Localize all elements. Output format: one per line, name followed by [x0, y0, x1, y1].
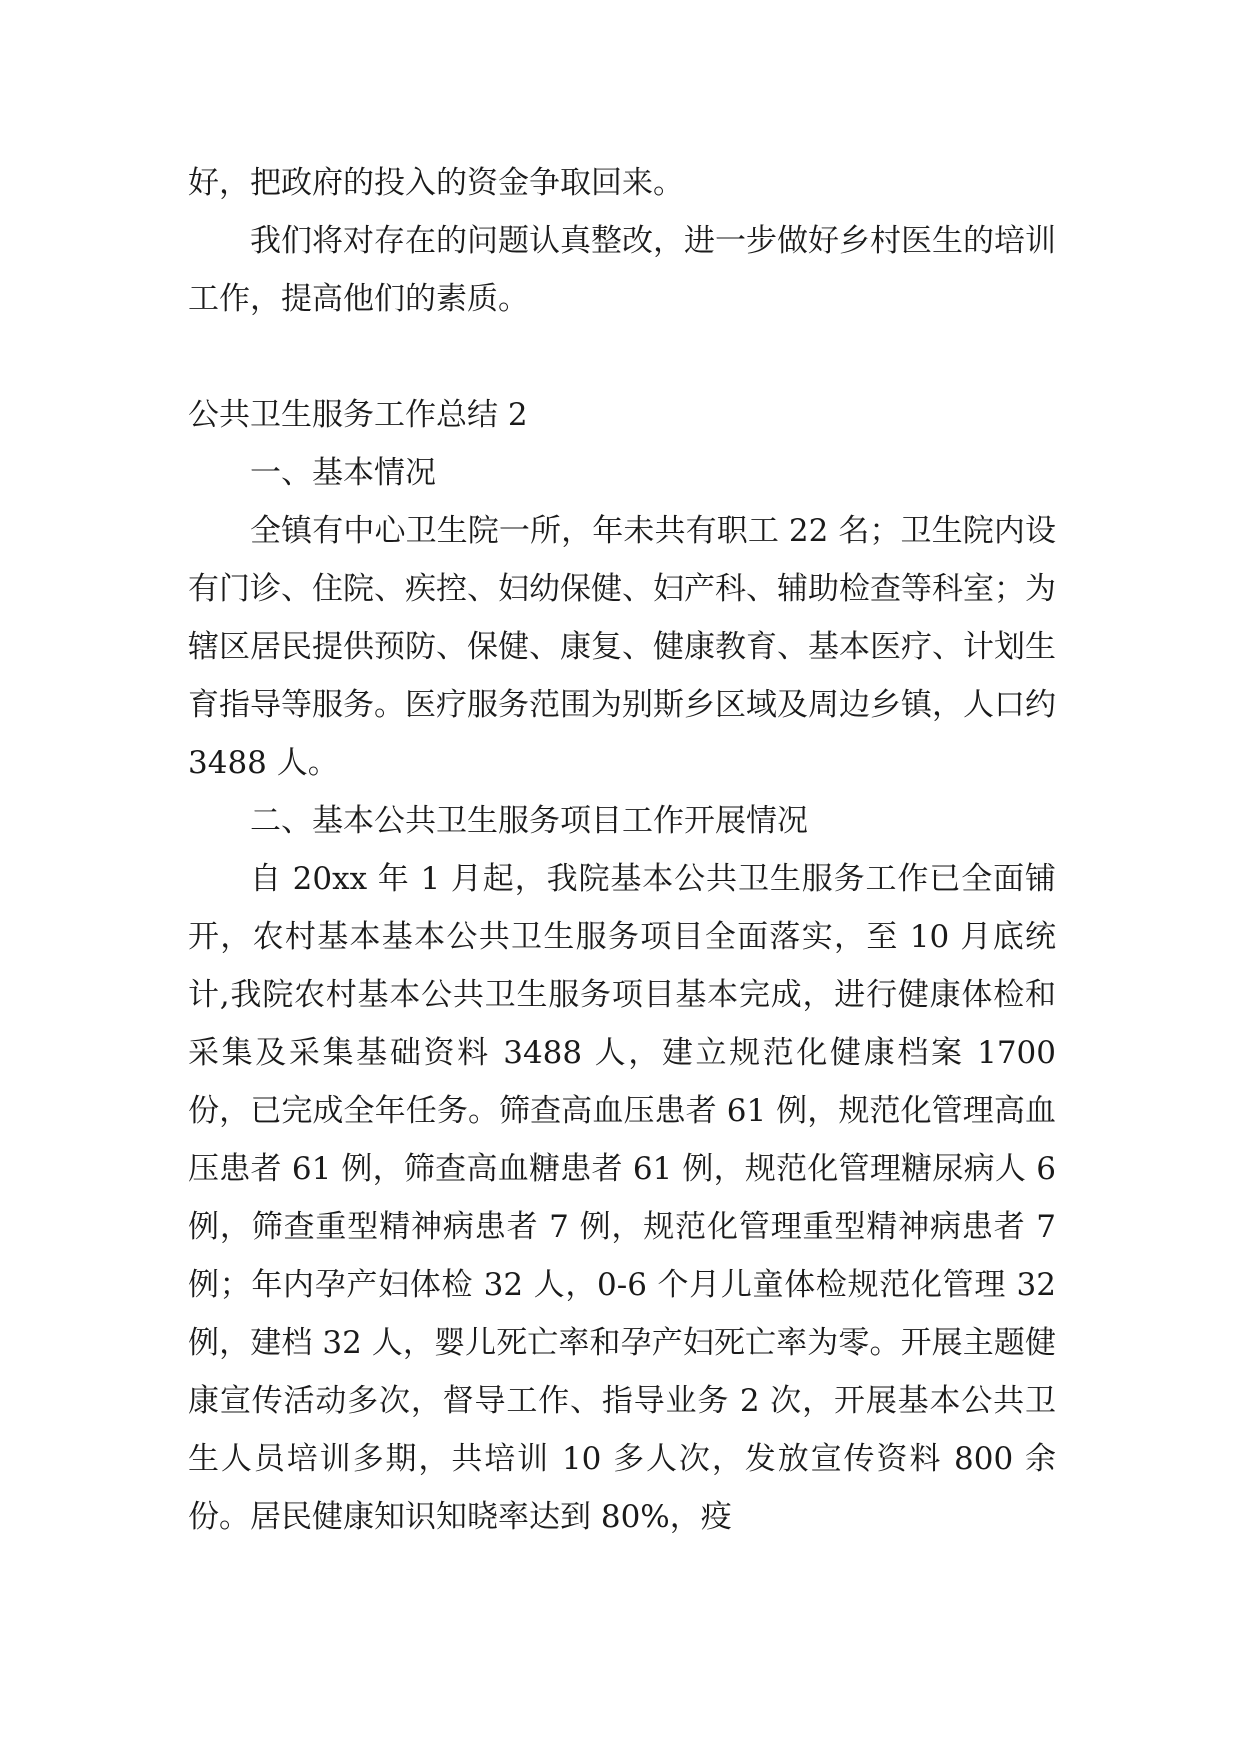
paragraph-service-progress: 自 20xx 年 1 月起，我院基本公共卫生服务工作已全面铺开，农村基本基本公共卫生服务项目全面落实，至 10 月底统计,我院农村基本公共卫生服务项目基本完成，进行健康体检和采集及采集基础资料 3488 人，建立规范化健康档案 1700 份，已完成全年任务。筛查高血压患者 61 例，规范化管理高血压患者 61 例，筛查高血糖患者 61 例，规范化管理糖尿病人 6 例，筛查重型精神病患者 7 例，规范化管理重型精神病患者 7 例；年内孕产妇体检 32 人，0-6 个月儿童体检规范化管理 32 例，建档 32 人，婴儿死亡率和孕产妇死亡率为零。开展主题健康宣传活动多次，督导工作、指导业务 2 次，开展基本公共卫生人员培训多期，共培训 10 多人次，发放宣传资料 800 余份。居民健康知识知晓率达到 80%，疫 [188, 861, 1056, 1535]
paragraph-continuation: 好，把政府的投入的资金争取回来。 [188, 165, 684, 201]
paragraph-basic-situation: 全镇有中心卫生院一所，年未共有职工 22 名；卫生院内设有门诊、住院、疾控、妇幼保健、妇产科、辅助检查等科室；为辖区居民提供预防、保健、康复、健康教育、基本医疗、计划生育指导等服务。医疗服务范围为别斯乡区域及周边乡镇，人口约 3488 人。 [188, 513, 1056, 781]
section-title: 公共卫生服务工作总结 2 [188, 397, 528, 433]
section-spacer [188, 328, 1056, 386]
heading-service-progress: 二、基本公共卫生服务项目工作开展情况 [250, 803, 808, 839]
paragraph-rectification: 我们将对存在的问题认真整改，进一步做好乡村医生的培训工作，提高他们的素质。 [188, 223, 1056, 317]
heading-basic-situation: 一、基本情况 [250, 455, 436, 491]
document-body [188, 154, 1056, 1546]
